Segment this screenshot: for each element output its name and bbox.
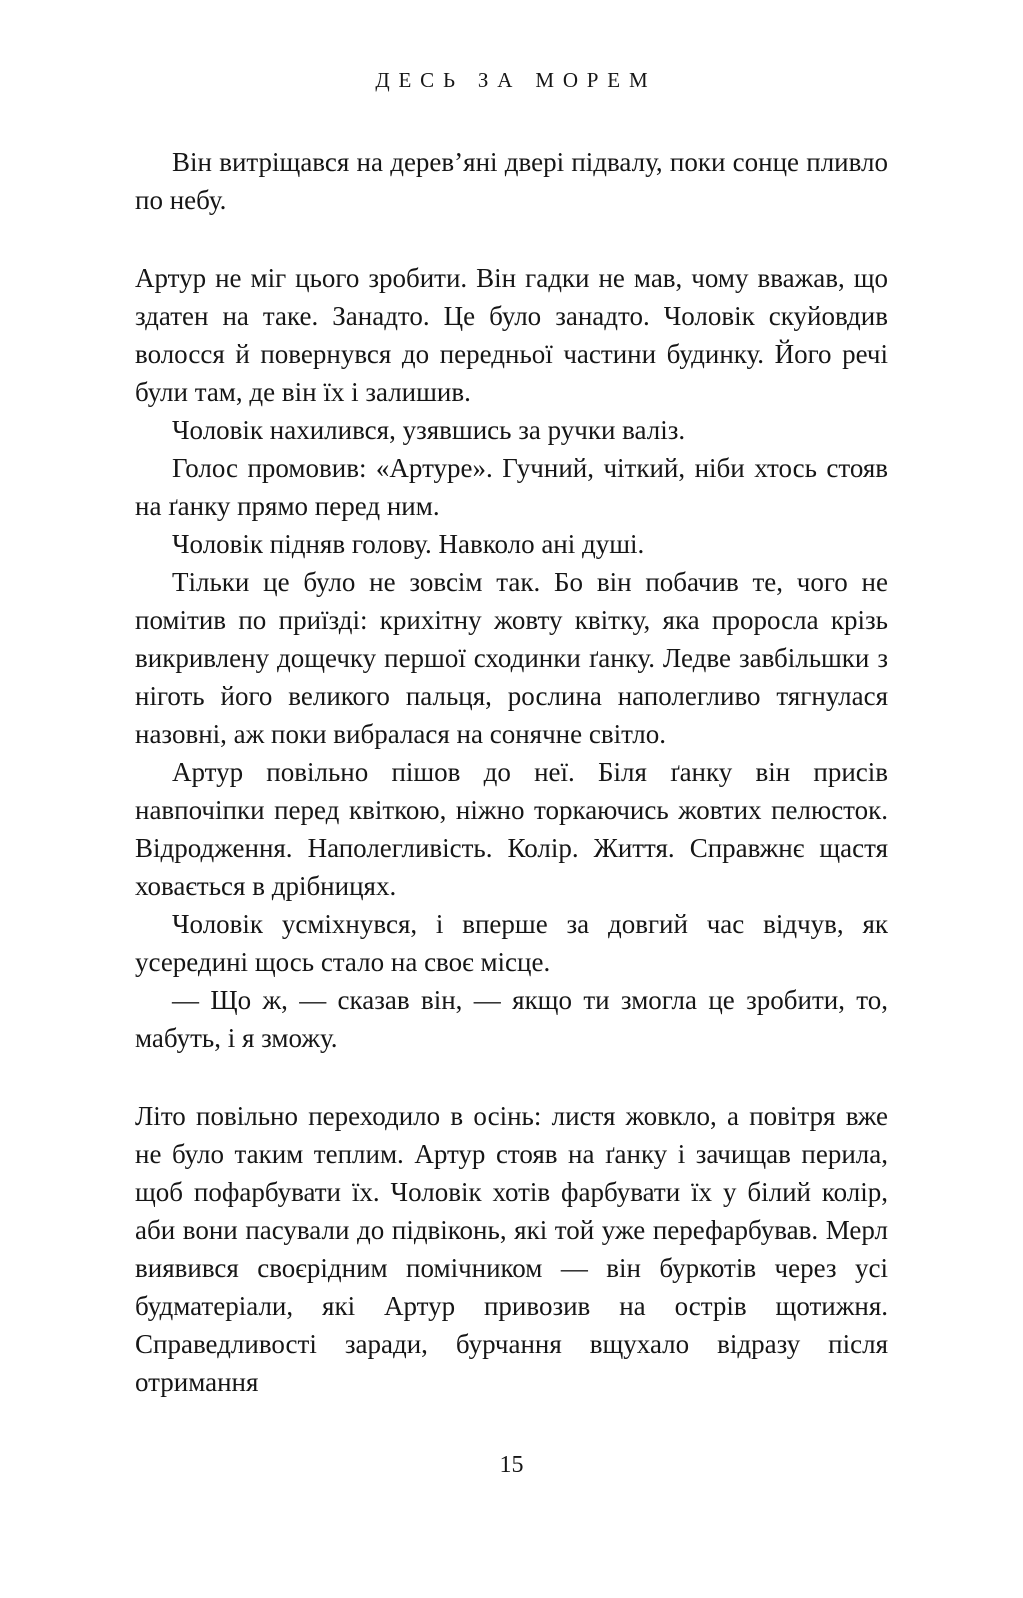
- paragraph: Артур повільно пішов до неї. Біля ґанку він присів навпочіпки перед квіткою, ніжно торкаючись жовтих пелюсток. Відродження. Наполегливість. Колір. Життя. Справжнє щастя ховається в дрібницях.: [135, 757, 888, 901]
- paragraph: — Що ж, — сказав він, — якщо ти змогла це зробити, то, мабуть, і я зможу.: [135, 985, 888, 1053]
- paragraph: Артур не міг цього зробити. Він гадки не мав, чому вважав, що здатен на таке. Занадто. Це було занадто. Чоловік скуйовдив волосся й повернувся до передньої частини будинку. Його речі були там, де він їх і залишив.: [135, 263, 888, 407]
- running-head-title: ДЕСЬ ЗА МОРЕМ: [375, 68, 657, 92]
- paragraph: Він витріщався на дерев’яні двері підвалу, поки сонце пливло по небу.: [135, 147, 888, 215]
- paragraph: Голос промовив: «Артуре». Гучний, чіткий, ніби хтось стояв на ґанку прямо перед ним.: [135, 453, 888, 521]
- paragraph: Тільки це було не зовсім так. Бо він побачив те, чого не помітив по приїзді: крихітну жовту квітку, яка проросла крізь викривлену дощечку першої сходинки ґанку. Ледве завбільшки з ніготь його великого пальця, рослина наполегливо тягнулася назовні, аж поки вибралася на сонячне світло.: [135, 567, 888, 749]
- paragraph: Літо повільно переходило в осінь: листя жовкло, а повітря вже не було таким теплим. Артур стояв на ґанку і зачищав перила, щоб пофарбувати їх. Чоловік хотів фарбувати їх у білий колір, аби вони пасували до підвіконь, які той уже перефарбував. Мерл виявився своєрідним помічником — він буркотів через усі будматеріали, які Артур привозив на острів щотижня. Справедливості заради, бурчання вщухало відразу після отримання: [135, 1101, 888, 1397]
- paragraph: Чоловік підняв голову. Навколо ані душі.: [172, 529, 645, 559]
- page-number: 15: [499, 1452, 524, 1478]
- paragraph: Чоловік усміхнувся, і вперше за довгий час відчув, як усередині щось стало на своє місце.: [135, 909, 888, 977]
- paragraph: Чоловік нахилився, узявшись за ручки валіз.: [172, 415, 686, 445]
- page-body: [135, 143, 888, 1401]
